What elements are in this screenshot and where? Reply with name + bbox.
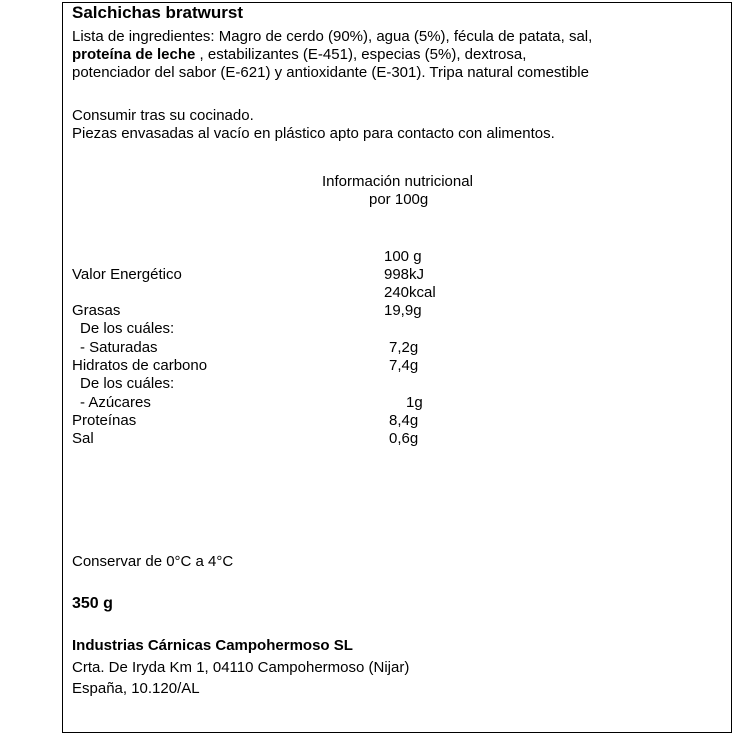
- nutrition-subheading: por 100g: [369, 191, 429, 208]
- ingredients-line-2-rest: , estabilizantes (E-451), especias (5%), dextrosa,: [195, 46, 527, 63]
- energy-kcal: 240kcal: [384, 284, 436, 301]
- nutrient-value: 7,2g: [389, 339, 419, 356]
- sanitary-registry: España, 10.120/AL: [72, 680, 200, 697]
- ingredients-line-3: potenciador del sabor (E-621) y antioxidante (E-301). Tripa natural comestible: [72, 64, 589, 81]
- nutrient-label: De los cuáles:: [80, 320, 175, 337]
- nutrient-label: - Saturadas: [80, 339, 158, 356]
- nutrient-value: 0,6g: [389, 430, 419, 447]
- nutrition-heading: Información nutricional: [322, 173, 473, 190]
- usage-note: Consumir tras su cocinado.: [72, 107, 254, 124]
- ingredients-line-1: Lista de ingredientes: Magro de cerdo (90%), agua (5%), fécula de patata, sal,: [72, 28, 593, 45]
- nutrient-label: Sal: [72, 430, 94, 447]
- nutrient-label: Grasas: [72, 302, 121, 319]
- nutrient-value: 8,4g: [389, 412, 419, 429]
- energy-kj: 998kJ: [384, 266, 425, 283]
- nutrient-value: 7,4g: [389, 357, 419, 374]
- nutrient-label: Proteínas: [72, 412, 137, 429]
- manufacturer-address: Crta. De Iryda Km 1, 04110 Campohermoso (Nijar): [72, 659, 410, 676]
- packaging-note: Piezas envasadas al vacío en plástico apto para contacto con alimentos.: [72, 125, 555, 142]
- nutrient-label: De los cuáles:: [80, 375, 175, 392]
- product-title: Salchichas bratwurst: [72, 3, 244, 22]
- nutrition-column-header: 100 g: [384, 248, 422, 265]
- ingredients-line-2: [72, 46, 526, 64]
- nutrient-value: 1g: [406, 394, 423, 411]
- manufacturer-name: Industrias Cárnicas Campohermoso SL: [72, 637, 353, 654]
- nutrient-label: Hidratos de carbono: [72, 357, 208, 374]
- storage-instructions: Conservar de 0°C a 4°C: [72, 553, 234, 570]
- net-weight: 350 g: [72, 595, 113, 612]
- nutrient-value: 19,9g: [384, 302, 422, 319]
- allergen-milk-protein: proteína de leche: [72, 46, 196, 63]
- nutrient-label: - Azúcares: [80, 394, 151, 411]
- energy-label: Valor Energético: [72, 266, 182, 283]
